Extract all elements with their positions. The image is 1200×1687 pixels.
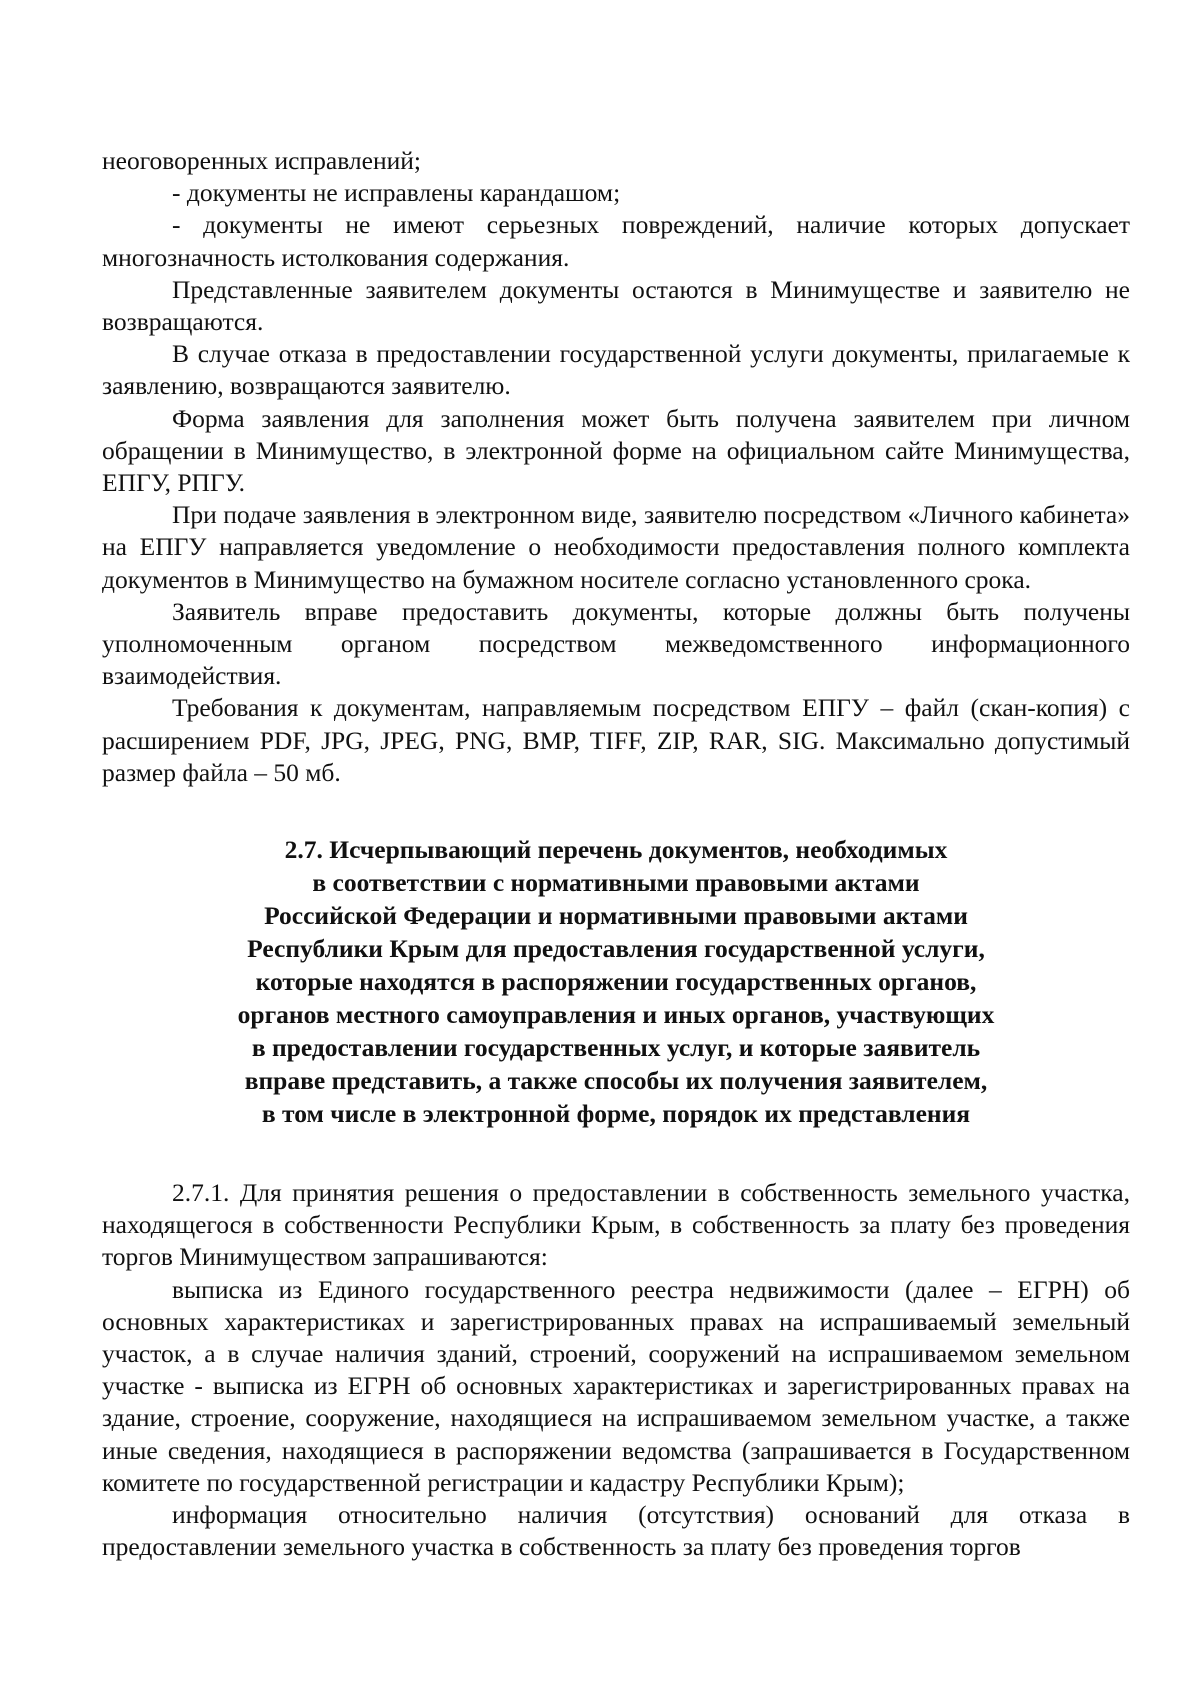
- heading-line: 2.7. Исчерпывающий перечень документов, необходимых: [284, 835, 948, 865]
- paragraph-applicant-rights: Заявитель вправе предоставить документы, которые должны быть получены уполномоченным органом посредством межведомственного информационного взаимодействия.: [102, 596, 1130, 691]
- heading-line: в соответствии с нормативными правовыми актами: [312, 868, 920, 898]
- heading-line: Российской Федерации и нормативными правовыми актами: [264, 901, 968, 931]
- paragraph-2-7-1: 2.7.1. Для принятия решения о предоставлении в собственность земельного участка, находящегося в собственности Республики Крым, в собственность за плату без проведения торгов Минимуществом запрашиваются:: [102, 1178, 1130, 1272]
- heading-line: в предоставлении государственных услуг, и которые заявитель: [251, 1033, 981, 1063]
- paragraph-refusal-return: В случае отказа в предоставлении государственной услуги документы, прилагаемые к заявлению, возвращаются заявителю.: [102, 339, 1130, 401]
- heading-line: которые находятся в распоряжении государственных органов,: [255, 967, 977, 997]
- paragraph-application-form: Форма заявления для заполнения может быть получена заявителем при личном обращении в Минимущество, в электронной форме на официальном сайте Минимущества, ЕПГУ, РПГУ.: [102, 403, 1130, 498]
- paragraph-continuation: неоговоренных исправлений;: [102, 146, 421, 175]
- paragraph-file-requirements: Требования к документам, направляемым посредством ЕПГУ – файл (скан-копия) с расширением PDF, JPG, JPEG, PNG, BMP, TIFF, ZIP, RAR, SIG. Максимально допустимый размер файла – 50 мб.: [102, 693, 1130, 787]
- list-item-pencil: - документы не исправлены карандашом;: [172, 178, 621, 208]
- section-heading-2-7: [102, 833, 1130, 1130]
- heading-line: вправе представить, а также способы их получения заявителем,: [244, 1066, 988, 1096]
- paragraph-refusal-grounds: информация относительно наличия (отсутствия) оснований для отказа в предоставлении земельного участка в собственность за плату без проведения торгов: [102, 1500, 1130, 1562]
- list-item-damage: - документы не имеют серьезных повреждений, наличие которых допускает многозначность истолкования содержания.: [102, 210, 1130, 272]
- heading-line: Республики Крым для предоставления государственной услуги,: [247, 934, 985, 964]
- paragraph-electronic-submission: При подаче заявления в электронном виде, заявителю посредством «Личного кабинета» на ЕПГУ направляется уведомление о необходимости предоставления полного комплекта документов в Минимущество на бумажном носителе согласно установленного срока.: [102, 500, 1130, 594]
- paragraph-egrn-extract: выписка из Единого государственного реестра недвижимости (далее – ЕГРН) об основных характеристиках и зарегистрированных правах на испрашиваемый земельный участок, а в случае наличия зданий, строений, сооружений на испрашиваемом земельном участке - выписка из ЕГРН об основных характеристиках и зарегистрированных правах на здание, строение, сооружение, находящиеся на испрашиваемом земельном участке, а также иные сведения, находящиеся в распоряжении ведомства (запрашивается в Государственном комитете по государственной регистрации и кадастру Республики Крым);: [102, 1274, 1130, 1497]
- heading-line: органов местного самоуправления и иных органов, участвующих: [237, 1000, 995, 1030]
- document-body: [102, 145, 1130, 1564]
- paragraph-documents-retained: Представленные заявителем документы остаются в Минимуществе и заявителю не возвращаются.: [102, 274, 1130, 337]
- heading-line: в том числе в электронной форме, порядок их представления: [261, 1099, 971, 1129]
